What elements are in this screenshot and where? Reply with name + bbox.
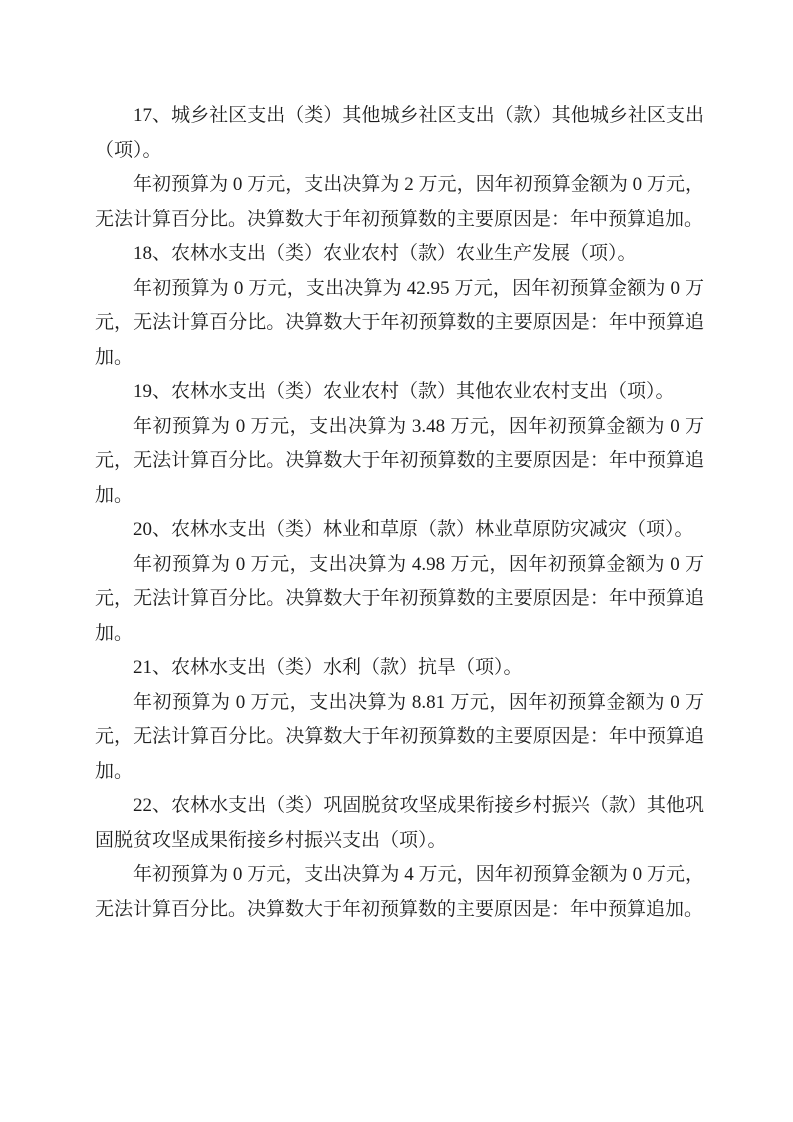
budget-item-title: 20、农林水支出（类）林业和草原（款）林业草原防灾减灾（项）。 bbox=[133, 519, 694, 540]
budget-item bbox=[95, 513, 704, 651]
budget-item-title: 17、城乡社区支出（类）其他城乡社区支出（款）其他城乡社区支出（项）。 bbox=[95, 105, 704, 161]
budget-item bbox=[95, 789, 704, 927]
budget-item-detail: 年初预算为 0 万元，支出决算为 2 万元，因年初预算金额为 0 万元，无法计算百分比。决算数大于年初预算数的主要原因是：年中预算追加。 bbox=[95, 174, 704, 230]
budget-item-title: 22、农林水支出（类）巩固脱贫攻坚成果衔接乡村振兴（款）其他巩固脱贫攻坚成果衔接乡村振兴支出（项）。 bbox=[95, 795, 704, 851]
budget-item bbox=[95, 651, 704, 789]
budget-item bbox=[95, 375, 704, 513]
budget-item-detail: 年初预算为 0 万元，支出决算为 8.81 万元，因年初预算金额为 0 万元，无法计算百分比。决算数大于年初预算数的主要原因是：年中预算追加。 bbox=[95, 691, 704, 782]
budget-item-title: 19、农林水支出（类）农业农村（款）其他农业农村支出（项）。 bbox=[133, 381, 675, 402]
document-body bbox=[95, 99, 704, 927]
budget-item-detail: 年初预算为 0 万元，支出决算为 4.98 万元，因年初预算金额为 0 万元，无法计算百分比。决算数大于年初预算数的主要原因是：年中预算追加。 bbox=[95, 553, 704, 644]
budget-item-title: 21、农林水支出（类）水利（款）抗旱（项）。 bbox=[133, 657, 523, 678]
budget-item-detail: 年初预算为 0 万元，支出决算为 4 万元，因年初预算金额为 0 万元，无法计算百分比。决算数大于年初预算数的主要原因是：年中预算追加。 bbox=[95, 864, 704, 920]
budget-item-title: 18、农林水支出（类）农业农村（款）农业生产发展（项）。 bbox=[133, 243, 637, 264]
budget-item bbox=[95, 237, 704, 375]
budget-item-detail: 年初预算为 0 万元，支出决算为 3.48 万元，因年初预算金额为 0 万元，无法计算百分比。决算数大于年初预算数的主要原因是：年中预算追加。 bbox=[95, 415, 704, 506]
budget-item-detail: 年初预算为 0 万元，支出决算为 42.95 万元，因年初预算金额为 0 万元，无法计算百分比。决算数大于年初预算数的主要原因是：年中预算追加。 bbox=[95, 277, 704, 368]
budget-item bbox=[95, 99, 704, 237]
